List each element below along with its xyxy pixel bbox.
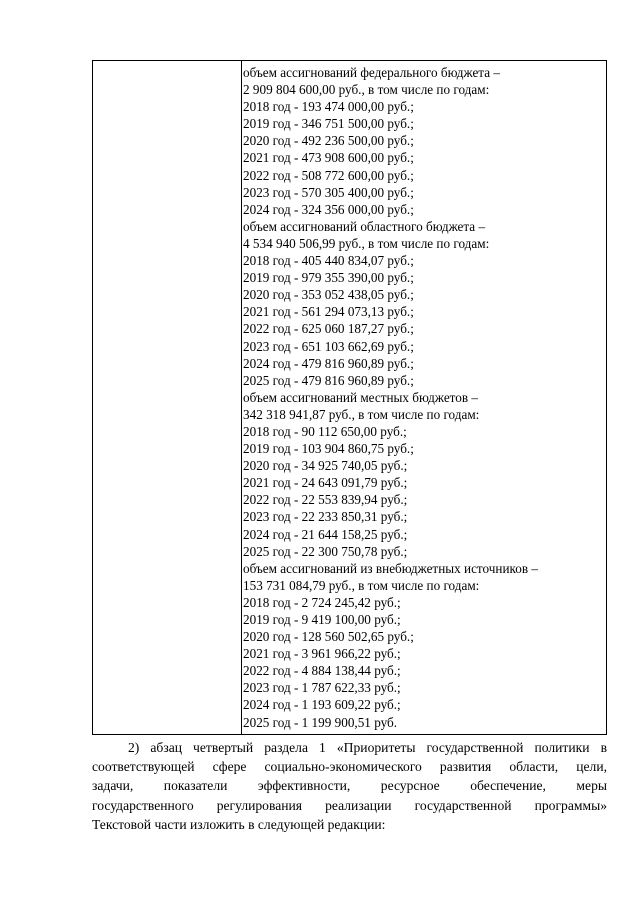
- table-line: 2019 год - 9 419 100,00 руб.;: [243, 612, 401, 627]
- table-line: 2019 год - 103 904 860,75 руб.;: [243, 441, 414, 457]
- table-line: 2020 год - 492 236 500,00 руб.;: [243, 133, 414, 149]
- table-line: 2025 год - 479 816 960,89 руб.;: [243, 372, 414, 388]
- table-line: 2019 год - 979 355 390,00 руб.;: [243, 270, 414, 286]
- table-line: 2020 год - 128 560 502,65 руб.;: [243, 629, 414, 645]
- table-line: 2021 год - 561 294 073,13 руб.;: [243, 304, 414, 320]
- table-line: 2018 год - 2 724 245,42 руб.;: [243, 594, 401, 610]
- table-line: 2020 год - 34 925 740,05 руб.;: [243, 458, 408, 474]
- table-line: 2024 год - 324 356 000,00 руб.;: [243, 201, 414, 217]
- table-line: 342 318 941,87 руб., в том числе по годам:: [243, 406, 480, 422]
- paragraph-line: Текстовой части изложить в следующей редакции:: [92, 816, 386, 832]
- table-line: 2023 год - 651 103 662,69 руб.;: [243, 338, 414, 354]
- table-line: 2022 год - 22 553 839,94 руб.;: [243, 492, 408, 508]
- budget-table: [92, 60, 607, 735]
- table-line: 2023 год - 22 233 850,31 руб.;: [243, 509, 408, 525]
- paragraph-line: 2) абзац четвертый раздела 1 «Приоритеты государственной политики в: [128, 740, 607, 755]
- table-line: 2022 год - 4 884 138,44 руб.;: [243, 663, 401, 679]
- table-line: 2024 год - 479 816 960,89 руб.;: [243, 355, 414, 371]
- table-line: 2021 год - 24 643 091,79 руб.;: [243, 475, 408, 491]
- table-line: 2021 год - 3 961 966,22 руб.;: [243, 646, 401, 662]
- table-right-cell: [243, 64, 602, 731]
- table-line: 2025 год - 1 199 900,51 руб.: [243, 714, 398, 730]
- table-line: 2020 год - 353 052 438,05 руб.;: [243, 287, 414, 303]
- table-line: 2023 год - 570 305 400,00 руб.;: [243, 184, 414, 200]
- table-line: 2025 год - 22 300 750,78 руб.;: [243, 543, 408, 559]
- table-line: 2 909 804 600,00 руб., в том числе по годам:: [243, 82, 490, 98]
- table-line: объем ассигнований федерального бюджета –: [243, 65, 500, 80]
- table-line: 153 731 084,79 руб., в том числе по годам:: [243, 577, 480, 593]
- paragraph-line: соответствующей сфере социально-экономического развития области, цели,: [92, 759, 607, 775]
- table-line: 2018 год - 90 112 650,00 руб.;: [243, 423, 407, 439]
- table-line: 4 534 940 506,99 руб., в том числе по годам:: [243, 235, 490, 251]
- amendment-paragraph: [92, 738, 607, 834]
- table-line: объем ассигнований из внебюджетных источников –: [243, 560, 538, 576]
- table-line: 2024 год - 21 644 158,25 руб.;: [243, 526, 408, 542]
- paragraph-line: государственного регулирования реализации государственной программы»: [92, 797, 607, 813]
- table-line: 2023 год - 1 787 622,33 руб.;: [243, 680, 401, 696]
- table-line: 2019 год - 346 751 500,00 руб.;: [243, 116, 414, 132]
- table-line: 2018 год - 193 474 000,00 руб.;: [243, 99, 414, 115]
- table-line: объем ассигнований местных бюджетов –: [243, 389, 478, 405]
- paragraph-line: задачи, показатели эффективности, ресурсное обеспечение, меры: [92, 778, 607, 794]
- column-divider: [241, 61, 242, 734]
- table-line: 2018 год - 405 440 834,07 руб.;: [243, 253, 414, 269]
- table-line: 2021 год - 473 908 600,00 руб.;: [243, 150, 414, 166]
- table-line: 2024 год - 1 193 609,22 руб.;: [243, 697, 401, 713]
- table-line: 2022 год - 508 772 600,00 руб.;: [243, 167, 414, 183]
- table-line: 2022 год - 625 060 187,27 руб.;: [243, 321, 414, 337]
- table-line: объем ассигнований областного бюджета –: [243, 218, 486, 234]
